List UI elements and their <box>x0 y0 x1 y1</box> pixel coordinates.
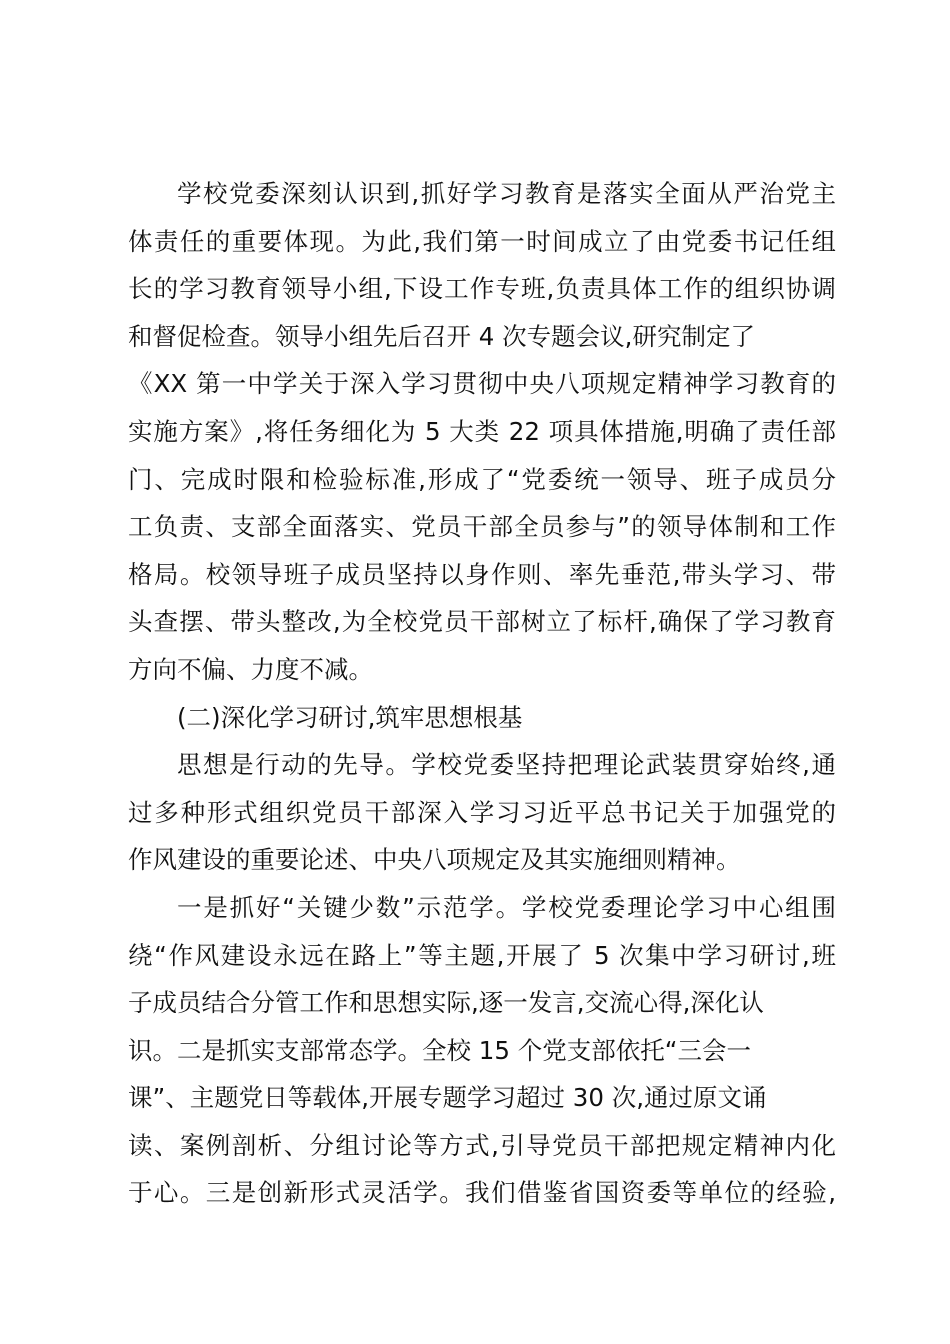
paragraph-line: 头查摆、带头整改,为全校党员干部树立了标杆,确保了学习教育 <box>128 607 836 637</box>
paragraph-line: 工负责、支部全面落实、党员干部全员参与”的领导体制和工作 <box>128 512 836 542</box>
paragraph-line: 作风建设的重要论述、中央八项规定及其实施细则精神。 <box>128 845 741 875</box>
paragraph-line: 课”、主题党日等载体,开展专题学习超过 30 次,通过原文诵 <box>128 1083 767 1113</box>
paragraph-line: 和督促检查。领导小组先后召开 4 次专题会议,研究制定了 <box>128 321 755 351</box>
paragraph-line: 学校党委深刻认识到,抓好学习教育是落实全面从严治党主 <box>177 179 836 208</box>
paragraph-line: 绕“作风建设永远在路上”等主题,开展了 5 次集中学习研讨,班 <box>128 940 836 970</box>
paragraph-line: 《XX 第一中学关于深入学习贯彻中央八项规定精神学习教育的 <box>128 369 836 399</box>
paragraph-line: 读、案例剖析、分组讨论等方式,引导党员干部把规定精神内化 <box>128 1130 836 1160</box>
paragraph-line: 思想是行动的先导。学校党委坚持把理论武装贯穿始终,通 <box>177 750 836 780</box>
paragraph-line: 格局。校领导班子成员坚持以身作则、率先垂范,带头学习、带 <box>128 559 836 589</box>
paragraph-line: 过多种形式组织党员干部深入学习习近平总书记关于加强党的 <box>128 797 836 827</box>
paragraph-line: 长的学习教育领导小组,下设工作专班,负责具体工作的组织协调 <box>128 274 836 304</box>
paragraph-line: 方向不偏、力度不减。 <box>128 654 373 684</box>
paragraph-line: 于心。三是创新形式灵活学。我们借鉴省国资委等单位的经验, <box>128 1178 836 1208</box>
paragraph-line: 实施方案》,将任务细化为 5 大类 22 项具体措施,明确了责任部 <box>128 416 836 446</box>
paragraph-line: 一是抓好“关键少数”示范学。学校党委理论学习中心组围 <box>177 892 836 922</box>
document-body <box>128 170 836 1217</box>
section-heading: (二)深化学习研讨,筑牢思想根基 <box>177 702 523 732</box>
paragraph-line: 识。二是抓实支部常态学。全校 15 个党支部依托“三会一 <box>128 1035 751 1065</box>
paragraph-line: 体责任的重要体现。为此,我们第一时间成立了由党委书记任组 <box>128 226 836 256</box>
paragraph-line: 子成员结合分管工作和思想实际,逐一发言,交流心得,深化认 <box>128 988 764 1018</box>
paragraph-line: 门、完成时限和检验标准,形成了“党委统一领导、班子成员分 <box>128 464 836 494</box>
